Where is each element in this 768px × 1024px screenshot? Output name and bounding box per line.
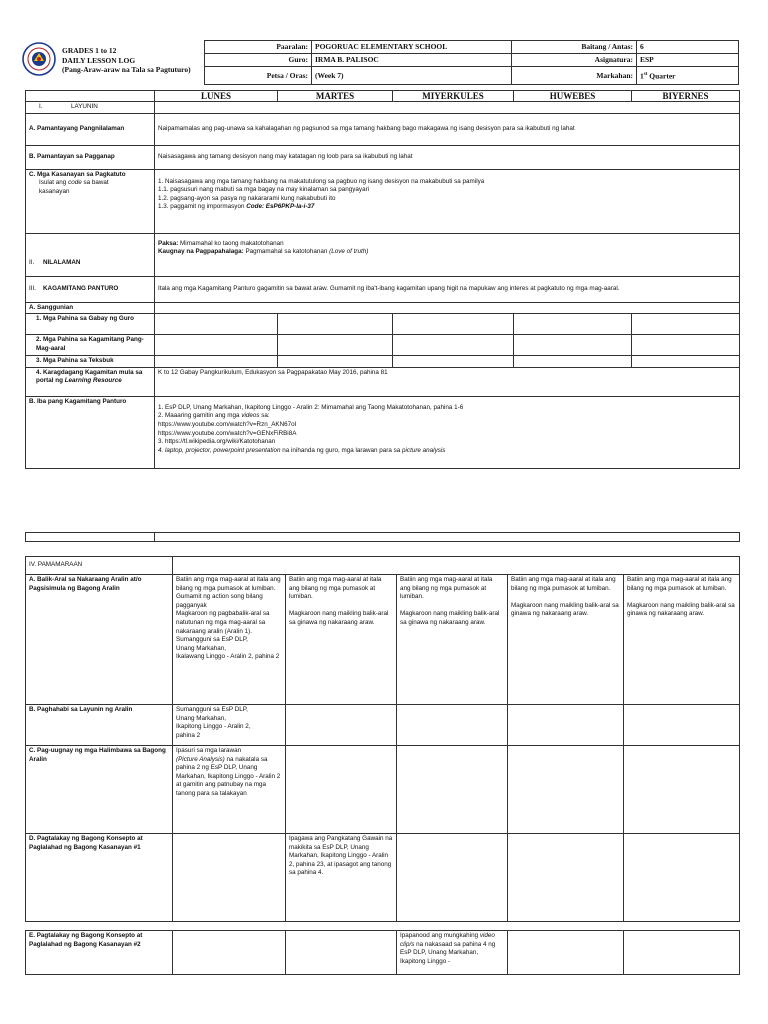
pag-uugnay-label: C. Pag-uugnay ng mga Halimbawa sa Bagong Aralin [26,746,173,834]
kagamitang-number: III. [29,284,36,292]
title-line-3: (Pang-Araw-araw na Tala sa Pagtuturo) [62,65,191,74]
grade-label: Baitang / Antas: [512,41,637,54]
nilalaman-value [155,233,740,276]
day-header-lunes: LUNES [155,91,278,102]
iba-pang-line-6-text: na inihanda ng guro, mga larawan para sa [280,446,403,454]
pag-uugnay-lunes-a: Ipasuri sa mga larawan [176,747,242,754]
day-header-martes: MARTES [278,91,393,102]
pag-uugnay-lunes-italic: (Picture Analysis) [176,755,225,763]
kaugnay-label: Kaugnay na Pagpapahalaga: [158,248,244,256]
gabay-guro-miyerkules [393,314,514,335]
subject-value: ESP [637,54,739,67]
quarter-number: 1 [640,71,644,81]
kagamitang-mag-aaral-biyernes [632,335,740,356]
pagtalakay-2-label: E. Pagtalakay ng Bagong Konsepto at Paglalahad ng Bagong Kasanayan #2 [26,931,173,975]
iba-pang-kagamitan-value [155,396,740,468]
iba-pang-line-1: 1. EsP DLP, Unang Markahan, Ikapitong Linggo - Aralin 2: Mimamahal ang Taong Makatotohanan, pahina 1-6 [158,403,464,411]
layunin-heading [26,102,155,114]
grade-value: 6 [637,41,739,54]
pagtalakay-2-miy-a: Ipapanood ang mungkahing [400,932,480,939]
teksbuk-lunes [155,356,278,368]
sanggunian-label: A. Sanggunian [26,302,155,314]
kaugnay-italic: (Love of truth) [329,248,369,256]
separator-cell-left [26,533,155,542]
nilalaman-number: II. [29,259,35,266]
pagtalakay-1-huwebes [508,834,624,922]
gabay-guro-huwebes [514,314,632,335]
paghahabi-huwebes [508,705,624,746]
balik-aral-label: A. Balik-Aral sa Nakaraang Aralin at/o Pagsisimula ng Bagong Aralin [26,575,173,705]
karagdagang-label-text: 4. Karagdagang Kagamitan mula sa portal ng [36,368,143,385]
kagamitang-mag-aaral-label: 2. Mga Pahina sa Kagamitang Pang-Mag-aaral [26,335,155,356]
iba-pang-line-2 [158,412,736,421]
kasanayan-label-title: C. Mga Kasanayan sa Pagkatuto [29,170,126,178]
teksbuk-biyernes [632,356,740,368]
video-link-2[interactable]: https://www.youtube.com/watch?v=GENxFiRBi8A [158,429,297,437]
days-header-blank [26,91,155,102]
kasanayan-label-code: code [68,179,82,187]
teksbuk-miyerkules [393,356,514,368]
video-link-1[interactable]: https://www.youtube.com/watch?v=Rzn_AKN67oI [158,420,297,428]
teacher-label: Guro: [205,54,312,67]
kagamitang-mag-aaral-martes [278,335,393,356]
paghahabi-biyernes [624,705,740,746]
kagamitang-mag-aaral-huwebes [514,335,632,356]
title-line-1: GRADES 1 to 12 [62,46,117,55]
gabay-guro-martes [278,314,393,335]
kasanayan-label-sub3: kasanayan [39,187,70,195]
gabay-guro-lunes [155,314,278,335]
karagdagang-label-italic: Learning Resource [64,377,122,385]
pagtalakay-2-biyernes [624,931,740,975]
date-label: Petsa / Oras: [205,67,312,85]
kasanayan-line-3: 1.2. pagsang-ayon sa pasya ng nakararami kung nakabubuti ito [158,194,336,202]
teksbuk-huwebes [514,356,632,368]
kagamitang-panturo-heading [26,276,155,302]
nilalaman-label: NILALAMAN [43,259,81,266]
pagtalakay-2-huwebes [508,931,624,975]
pag-uugnay-biyernes [624,746,740,834]
pamantayan-pagganap-value: Naisasagawa ang tamang desisyon nang may katatagan ng loob para sa ikabubuti ng lahat [155,145,740,169]
pagtalakay-2-miy-b: na nakasaad sa pahina 4 ng EsP DLP, Unang Markahan, Ikapitong Linggo - [400,940,496,965]
kasanayan-line-2: 1.1. pagsusuri nang mabuti sa mga bagay na may kinalaman sa pangyayari [158,186,370,194]
title-line-2: DAILY LESSON LOG [62,55,136,65]
kasanayan-line-1: 1. Naisasagawa ang mga tamang hakbang na makatutulong sa pagbuo ng isang desisyon na makabubuti sa pamilya [158,177,485,185]
kasanayan-label [26,169,155,233]
balik-aral-miyerkules: Batiin ang mga mag-aaral at itala ang bilang ng mga pumasok at lumiban. Magkaroon nang maikling balik-aral sa ginawa ng nakaraang araw. [397,575,508,705]
iba-pang-line-6-italic-2: picture analysis [402,446,446,454]
pamamaraan-blank [173,557,740,575]
separator-cell-right [155,533,740,542]
lesson-plan-table-1 [25,90,740,469]
pamantayang-pangnilalaman-label: A. Pamantayang Pangnilalaman [26,113,155,145]
balik-aral-lunes: Batiin ang mga mag-aaral at itala ang bilang ng mga pumasok at lumiban. Gumamit ng action song bilang pagganyak Magkaroon ng pagbabalik-aral sa natutunan ng mga mag-aaral sa nakaraang aralin (Aralin 1). Sumangguni sa EsP DLP, Unang Markahan, Ikalawang Linggo - Aralin 2, pahina 2 [173,575,286,705]
iba-pang-line-6 [158,447,736,456]
paghahabi-lunes: Sumangguni sa EsP DLP, Unang Markahan, Ikapitong Linggo - Aralin 2, pahina 2 [173,705,286,746]
pag-uugnay-lunes [173,746,286,834]
kagamitang-mag-aaral-miyerkules [393,335,514,356]
kagamitang-mag-aaral-lunes [155,335,278,356]
pag-uugnay-miyerkules [397,746,508,834]
pagtalakay-2-martes [286,931,397,975]
lesson-plan-table-3 [25,930,740,975]
pagtalakay-1-miyerkules [397,834,508,922]
school-value: POGORUAC ELEMENTARY SCHOOL [312,41,512,54]
pamamaraan-heading: IV. PAMAMARAAN [26,557,173,575]
kasanayan-value [155,169,740,233]
iba-pang-line-6-italic: 4. laptop, projector, powerpoint presentation [158,446,281,454]
layunin-number: I. [39,103,43,110]
lesson-plan-table-2 [25,556,740,922]
pagtalakay-2-miyerkules [397,931,508,975]
subject-label: Asignatura: [512,54,637,67]
school-label: Paaralan: [205,41,312,54]
pagtalakay-2-lunes [173,931,286,975]
deped-seal-icon [22,42,56,76]
wiki-link[interactable]: 3. https://tl.wikipedia.org/wiki/Katotohanan [158,438,276,446]
quarter-label: Markahan: [512,67,637,85]
kagamitang-panturo-value: Itala ang mga Kagamitang Panturo gagamitin sa bawat araw. Gumamit ng iba't-ibang kagamitan upang higit na mapukaw ang interes at pagkatuto ng mga mag-aaral. [155,276,740,302]
balik-aral-huwebes: Batiin ang mga mag-aaral at itala ang bilang ng mga pumasok at lumiban. Magkaroon nang maikling balik-aral sa ginawa ng nakaraang araw. [508,575,624,705]
kagamitang-label: KAGAMITANG PANTURO [43,284,119,292]
balik-aral-biyernes: Batiin ang mga mag-aaral at itala ang bilang ng mga pumasok at lumiban. Magkaroon nang maikling balik-aral sa ginawa ng nakaraang araw. [624,575,740,705]
kaugnay-value: Pagmamahal sa katotohanan [243,248,330,256]
sanggunian-blank [155,302,740,314]
kasanayan-label-sub: Isulat ang [39,179,69,187]
layunin-label: LAYUNIN [71,103,98,110]
date-value: (Week 7) [312,67,512,85]
kaugnay-line [158,248,736,257]
pagtalakay-1-biyernes [624,834,740,922]
pagtalakay-1-lunes [173,834,286,922]
kasanayan-line-4 [158,203,736,212]
kasanayan-label-sub2: sa bawat [81,179,109,187]
iba-pang-line-2-a: 2. Maaaring gamitin ang mga [158,412,242,420]
kasanayan-code: Code: EsP6PKP-Ia-i-37 [246,203,315,211]
pamantayang-pangnilalaman-value: Naipamamalas ang pag-unawa sa kahalagahan ng pagsunod sa mga tamang hakbang bago makagawa ng isang desisyon para sa ikabubuti ng lahat [155,113,740,145]
quarter-value [637,67,739,85]
kasanayan-line-4-text: 1.3. paggamit ng impormasyon [158,203,247,211]
day-header-miyerkules: MIYERKULES [393,91,514,102]
pag-uugnay-huwebes [508,746,624,834]
iba-pang-line-2-italic: videos [241,412,260,420]
pagtalakay-1-label: D. Pagtalakay ng Bagong Konsepto at Paglalahad ng Bagong Kasanayan #1 [26,834,173,922]
nilalaman-heading [26,233,155,276]
layunin-blank [155,102,740,114]
pamantayan-pagganap-label: B. Pamantayan sa Pagganap [26,145,155,169]
teksbuk-martes [278,356,393,368]
pag-uugnay-lunes-b: na nakatala sa pahina 2 ng EsP DLP, Unang Markahan, Ikapitong Linggo - Aralin 2 at gamitin ang patnubay na mga tanong para sa talakayan [176,755,281,797]
paghahabi-martes [286,705,397,746]
day-header-huwebes: HUWEBES [514,91,632,102]
day-header-biyernes: BIYERNES [632,91,740,102]
pagtalakay-1-martes: Ipagawa ang Pangkatang Gawain na makikita sa EsP DLP, Unang Markahan, Ikapitong Linggo - Aralin 2, pahina 23, at ipasagot ang tanong sa pahina 4. [286,834,397,922]
balik-aral-martes: Batiin ang mga mag-aaral at itala ang bilang ng mga pumasok at lumiban. Magkaroon nang maikling balik-aral sa ginawa ng nakaraang araw. [286,575,397,705]
gabay-guro-label: 1. Mga Pahina sa Gabay ng Guro [26,314,155,335]
pagtalakay-2-miy-italic: video clip/s [400,932,495,948]
iba-pang-line-2-b: sa: [259,412,270,420]
karagdagang-kagamitan-label [26,367,155,396]
karagdagang-kagamitan-value: K to 12 Gabay Pangkurikulum, Edukasyon sa Pagpapakatao May 2016, pahina 81 [155,367,740,396]
paksa-value: Mimamahal ko taong makatotohanan [178,239,284,247]
quarter-text: Quarter [647,71,676,81]
paghahabi-miyerkules [397,705,508,746]
iba-pang-kagamitan-label: B. Iba pang Kagamitang Panturo [26,396,155,468]
header-info-table [204,40,739,85]
teacher-value: IRMA B. PALISOC [312,54,512,67]
document-title-block [62,46,191,75]
pag-uugnay-martes [286,746,397,834]
paksa-label: Paksa: [158,239,179,247]
paghahabi-label: B. Paghahabi sa Layunin ng Aralin [26,705,173,746]
separator-row-table [25,532,740,542]
paksa-line [158,240,736,249]
gabay-guro-biyernes [632,314,740,335]
teksbuk-label: 3. Mga Pahina sa Teksbuk [26,356,155,368]
quarter-suffix: st [643,71,648,77]
